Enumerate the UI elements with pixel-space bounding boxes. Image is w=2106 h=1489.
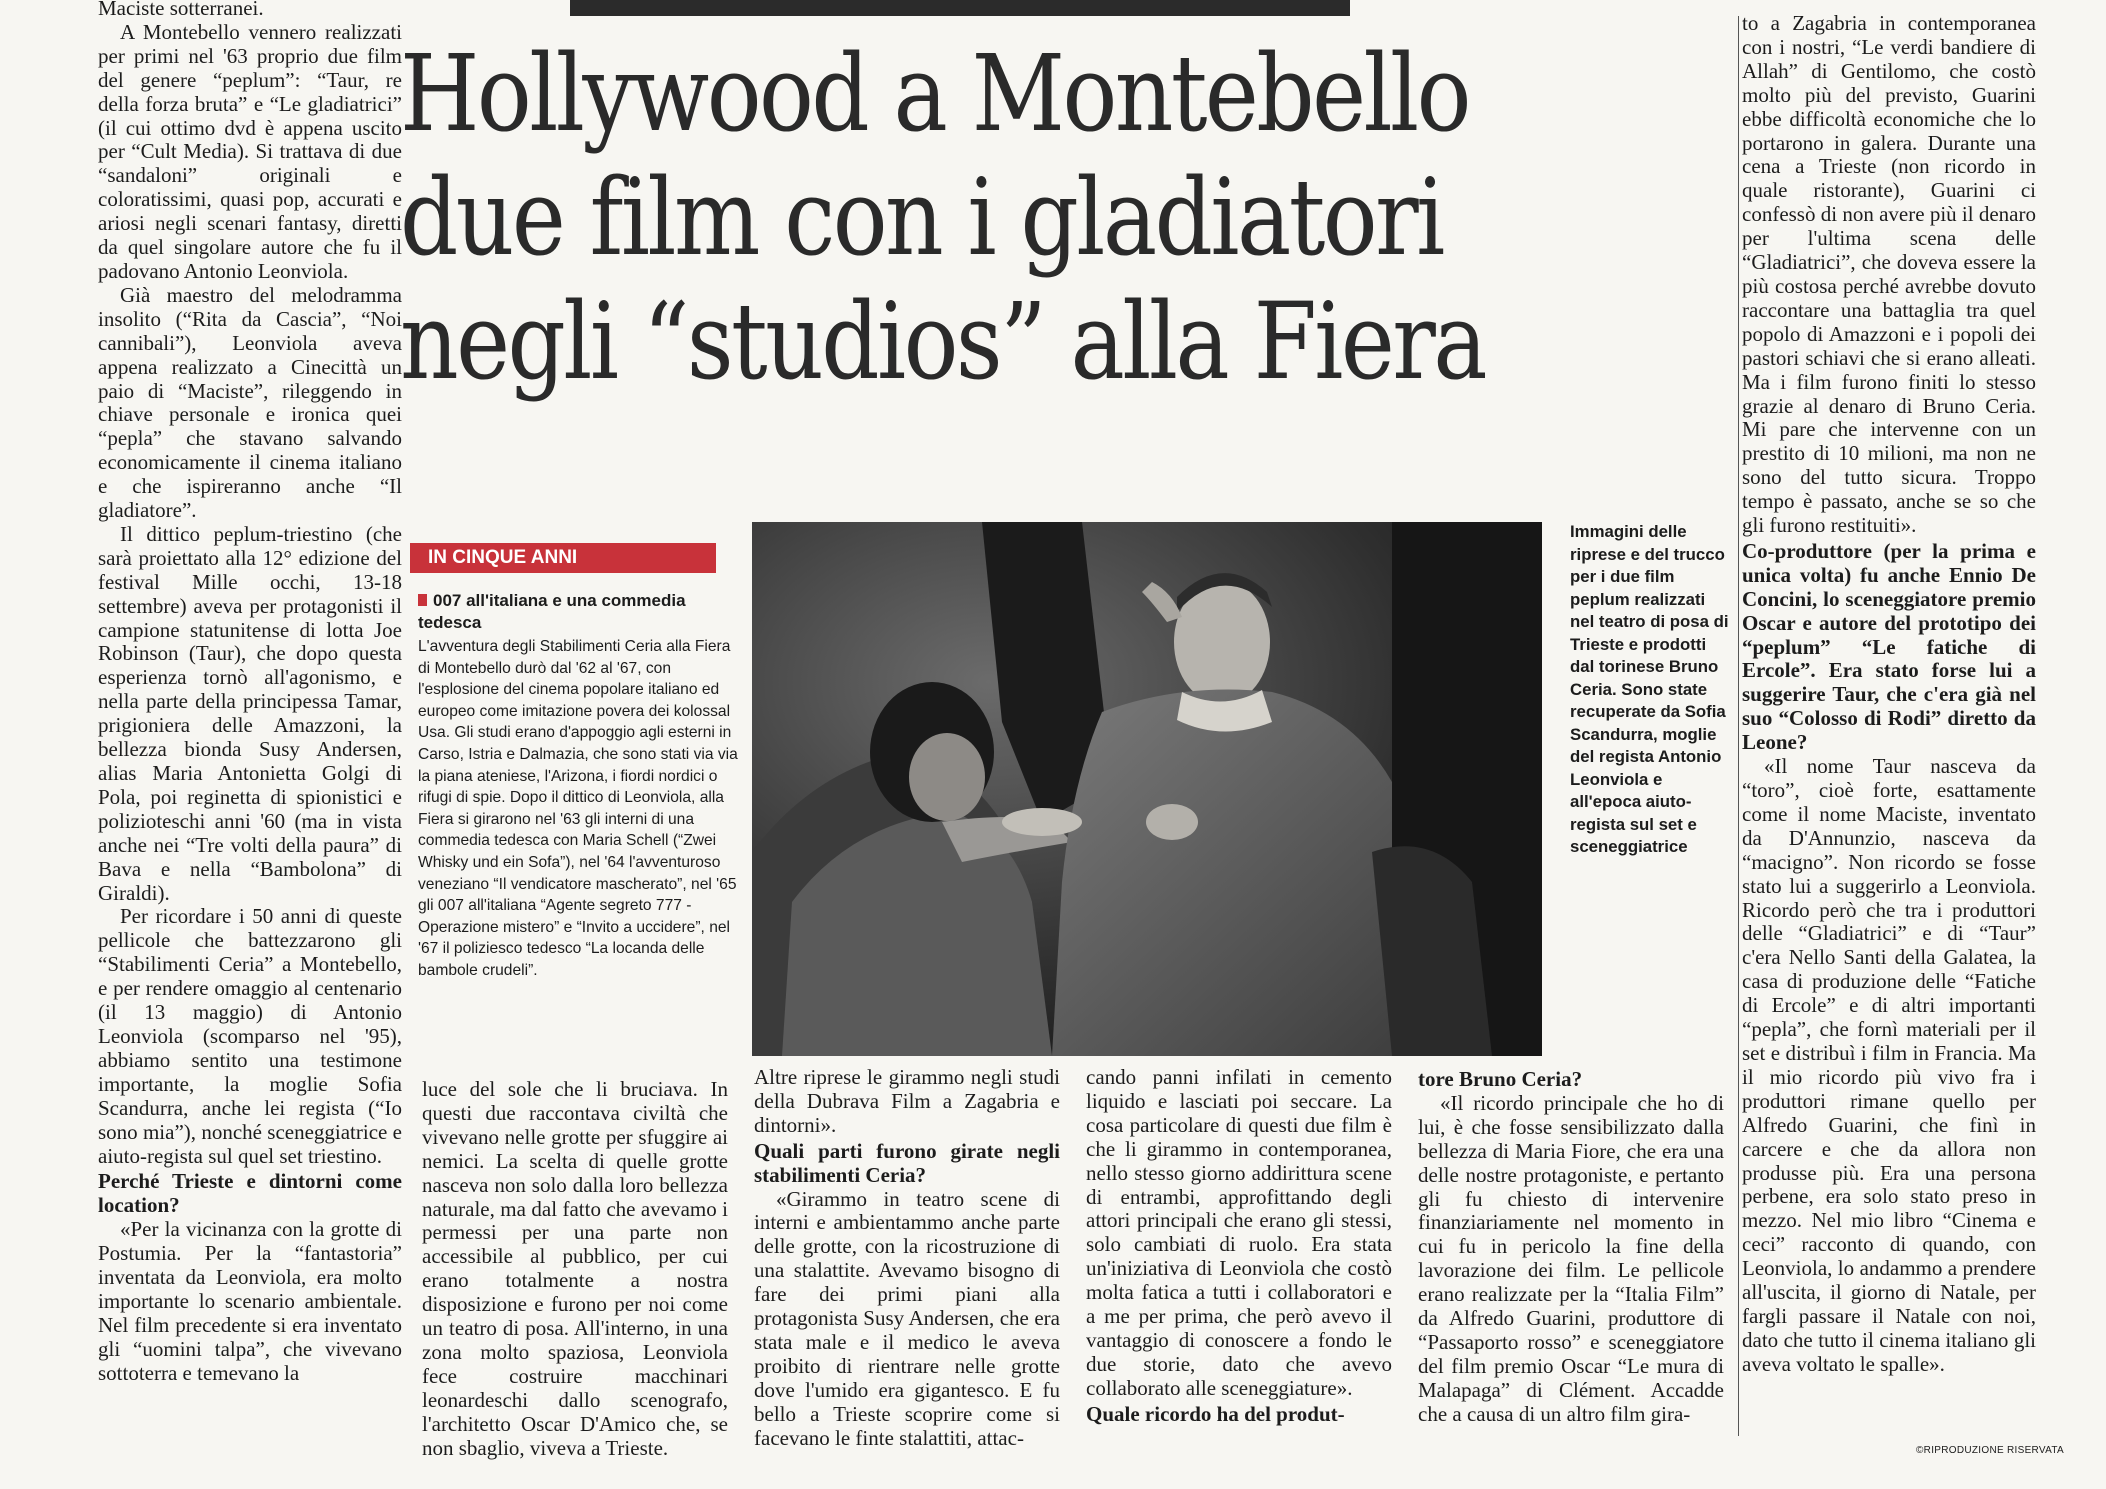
red-square-bullet (418, 594, 427, 606)
column-divider (1738, 16, 1739, 1436)
sidebar-label: IN CINQUE ANNI (410, 543, 716, 573)
article-paragraph: luce del sole che li bruciava. In questi due raccontava civiltà che vivevano nelle grotte per sfuggire ai nemici. La scelta di quelle grotte nasceva non solo dalla loro bellezza naturale, ma dal fatto che avevamo i permessi per una parte non accessibile al pubblico, per cui erano totalmente a nostra disposizione e furono per noi come un teatro di posa. All'interno, in una zona molto spaziosa, Leonviola fece costruire macchinari leonardeschi dallo scenografo, l'architetto Oscar D'Amico che, se non sbaglio, viveva a Trieste. (422, 1078, 728, 1460)
article-column-4 (1086, 1066, 1392, 1489)
headline (400, 32, 1730, 404)
interview-question: tore Bruno Ceria? (1418, 1067, 1583, 1091)
article-paragraph: Per ricordare i 50 anni di queste pellicole che battezzarono gli “Stabilimenti Ceria” a Montebello, e per rendere omaggio al centenario (il 13 maggio) di Antonio Leonviola (scomparso nel '95), abbiamo sentito una testimone importante, la moglie Sofia Scandurra, anche lei regista (“Io sono mia”), nonché sceneggiatrice e aiuto-regista sul quel set triestino. (98, 904, 402, 1168)
article-column-2 (422, 1078, 728, 1489)
article-paragraph: cando panni infilati in cemento liquido e lasciati poi seccare. La cosa particolare di questi due film è che li girammo in contemporanea, nello stesso giorno addirittura scene di entrambi, approfittando degli attori principali che erano gli stessi, solo cambiati di ruolo. Era stata un'iniziativa di Leonviola che costò molta fatica a tutti i collaboratori e a me per prima, che però avevo il vantaggio di conoscere a fondo le due storie, dato che avevo collaborato alle sceneggiature». (1086, 1066, 1392, 1400)
top-border-bar (570, 0, 1350, 16)
article-paragraph: Maciste sotterranei. (98, 0, 264, 20)
sidebar-text: L'avventura degli Stabilimenti Ceria alla Fiera di Montebello durò dal '62 al '67, con l'esplosione del cinema popolare italiano ed europeo come imitazione povera dei kolossal Usa. Gli studi erano d'appoggio agli esterni in Carso, Istria e Dalmazia, che sono stati via via la piana ateniese, l'Arizona, i fiordi nordici o rifugi di spie. Dopo il dittico di Leonviola, alla Fiera si girarono nel '63 gli interni di una commedia tedesca con Maria Schell (“Zwei Whisky und ein Sofa”), nel '64 l'avventuroso veneziano “Il vendicatore mascherato”, nel '65 gli 007 all'italiana “Agente segreto 777 - Operazione mistero” e “Invito a uccidere”, nel '67 il poliziesco tedesco “La locanda delle bambole crudeli”. (418, 638, 738, 979)
headline-line-1: Hollywood a Montebello (400, 32, 1469, 155)
interview-question: Quali parti furono girate negli stabilimenti Ceria? (754, 1138, 1060, 1187)
article-paragraph: Altre riprese le girammo negli studi della Dubrava Film a Zagabria e dintorni». (754, 1066, 1060, 1137)
article-paragraph: «Il nome Taur nasceva da “toro”, cioè forte, esattamente come il nome Maciste, inventato da D'Annunzio, nasceva da “macigno”. Non ricordo se fosse stato lui a suggerirlo a Leonviola. Ricordo però che tra i produttori delle “Gladiatrici” e di “Taur” c'era Nello Santi della Galatea, la casa di produzione delle “Fatiche di Ercole” e di altri importanti “pepla”, che fornì materiali per il set e distribuì i film in Francia. Ma il mio ricordo più vivo fra i produttori rimane quello per Alfredo Guarini, che finì in carcere e che da allora non produsse più. Era una persona perbene, era solo stato preso in mezzo. Nel mio libro “Cinema e ceci” racconto di quando, con Leonviola, lo andammo a prendere all'uscita, il giorno di Natale, per fargli passare il Natale con noi, dato che tutto il cinema italiano gli aveva voltato le spalle». (1742, 754, 2036, 1376)
interview-question: Quale ricordo ha del produt- (1086, 1401, 1345, 1426)
article-paragraph: Il dittico peplum-triestino (che sarà proiettato alla 12° edizione del festival Mille occhi, 13-18 settembre) aveva per protagonisti il campione statunitense di lotta Joe Robinson (Taur), che dopo questa esperienza tornò all'agonismo, e nella parte della principessa Tamar, prigioniera delle Amazzoni, la bellezza bionda Susy Andersen, alias Maria Antonietta Golgi di Pola, poi reginetta di spionistici e polizioteschi anni '60 (ma in vista anche nei “Tre volti della paura” di Bava e nella “Bambolona” di Giraldi). (98, 521, 402, 905)
interview-question: Perché Trieste e dintorni come location? (98, 1169, 402, 1218)
headline-line-3: negli “studios” alla Fiera (400, 280, 1485, 403)
article-column-6 (1742, 12, 2036, 1444)
article-paragraph: Già maestro del melodramma insolito (“Rita da Cascia”, “Noi cannibali”), Leonviola aveva appena realizzato a Cinecittà un paio di “Maciste”, rileggendo in chiave personale e ironica quei “pepla” che stavano salvando economicamente il cinema italiano e che ispireranno anche “Il gladiatore”. (98, 282, 402, 523)
copyright-credit: ©RIPRODUZIONE RISERVATA (1916, 1445, 2064, 1456)
film-set-photo (752, 522, 1542, 1056)
article-column-1 (98, 0, 402, 1489)
article-column-3 (754, 1066, 1060, 1489)
article-paragraph: to a Zagabria in contemporanea con i nostri, “Le verdi bandiere di Allah” di Gentilomo, che costò molto più del previsto, Guarini ebbe difficoltà economiche che lo portarono in galera. Durante una cena a Trieste (non ricordo in quale ristorante), Guarini ci confessò di non avere più il denaro per l'ultima scena delle “Gladiatrici”, che doveva essere la più costosa perché avrebbe dovuto raccontare una battaglia tra quel popolo di Amazzoni e i popoli dei pastori schiavi che si erano alleati. Ma i film furono finiti lo stesso grazie al denaro di Bruno Ceria. Mi pare che intervenne con un prestito di 10 milioni, ma non ne sono del tutto sicura. Troppo tempo è passato, anche se so che gli furono restituiti». (1742, 12, 2036, 538)
makeup-scene-illustration (752, 522, 1542, 1056)
article-paragraph: A Montebello vennero realizzati per primi nel '63 proprio due film del genere “peplum”: “Taur, re della forza bruta” e “Le gladiatrici” (il cui ottimo dvd è appena uscito per “Cult Media). Si trattava di due “sandaloni” originali e coloratissimi, quasi pop, accurati e ariosi negli scenari fantasy, diretti da quel singolare autore che fu il padovano Antonio Leonviola. (98, 19, 402, 283)
sidebar-subtitle: 007 all'italiana e una commedia tedesca (418, 591, 686, 632)
headline-line-2: due film con i gladiatori (400, 156, 1443, 279)
article-column-5 (1418, 1066, 1724, 1489)
article-paragraph: «Il ricordo principale che ho di lui, è che fosse sensibilizzato dalla bellezza di Maria Fiore, che era una delle nostre protagoniste, e pertanto gli fu chiesto di intervenire finanziariamente nel momento in cui fu in pericolo la fine della lavorazione dei film. Le pellicole erano realizzate per la “Italia Film” da Alfredo Guarini, produttore di “Passaporto rosso” e sceneggiatore del film premio Oscar “Le mura di Malapaga” di Clément. Accadde che a causa di un altro film gira- (1418, 1090, 1724, 1426)
interview-question: Co-produttore (per la prima e unica volta) fu anche Ennio De Concini, lo sceneggiatore premio Oscar e autore del prototipo dei “peplum” “Le fatiche di Ercole”. Era stato forse lui a suggerire Taur, che c'era già nel suo “Colosso di Rodi” diretto da Leone? (1742, 538, 2036, 755)
article-paragraph: «Per la vicinanza con la grotte di Postumia. Per la “fantastoria” inventata da Leonviola, era molto importante lo scenario ambientale. Nel film precedente si era inventato gli “uomini talpa”, che vivevano sottoterra e temevano la (98, 1217, 402, 1385)
article-paragraph: «Girammo in teatro scene di interni e ambientammo anche parte delle grotte, con la ricostruzione di una stalattite. Avevamo bisogno di fare dei primi piani alla protagonista Susy Andersen, che era stata male e il medico le aveva proibito di rientrare nelle grotte dove l'umido era gigantesco. E fu bello a Trieste scoprire come si facevano le finte stalattiti, attac- (754, 1186, 1060, 1450)
photo-caption: Immagini delle riprese e del trucco per i due film peplum realizzati nel teatro di posa di Trieste e prodotti dal torinese Bruno Ceria. Sono state recuperate da Sofia Scandurra, moglie del regista Antonio Leonviola e all'epoca aiuto-regista sul set e sceneggiatrice (1570, 522, 1729, 856)
